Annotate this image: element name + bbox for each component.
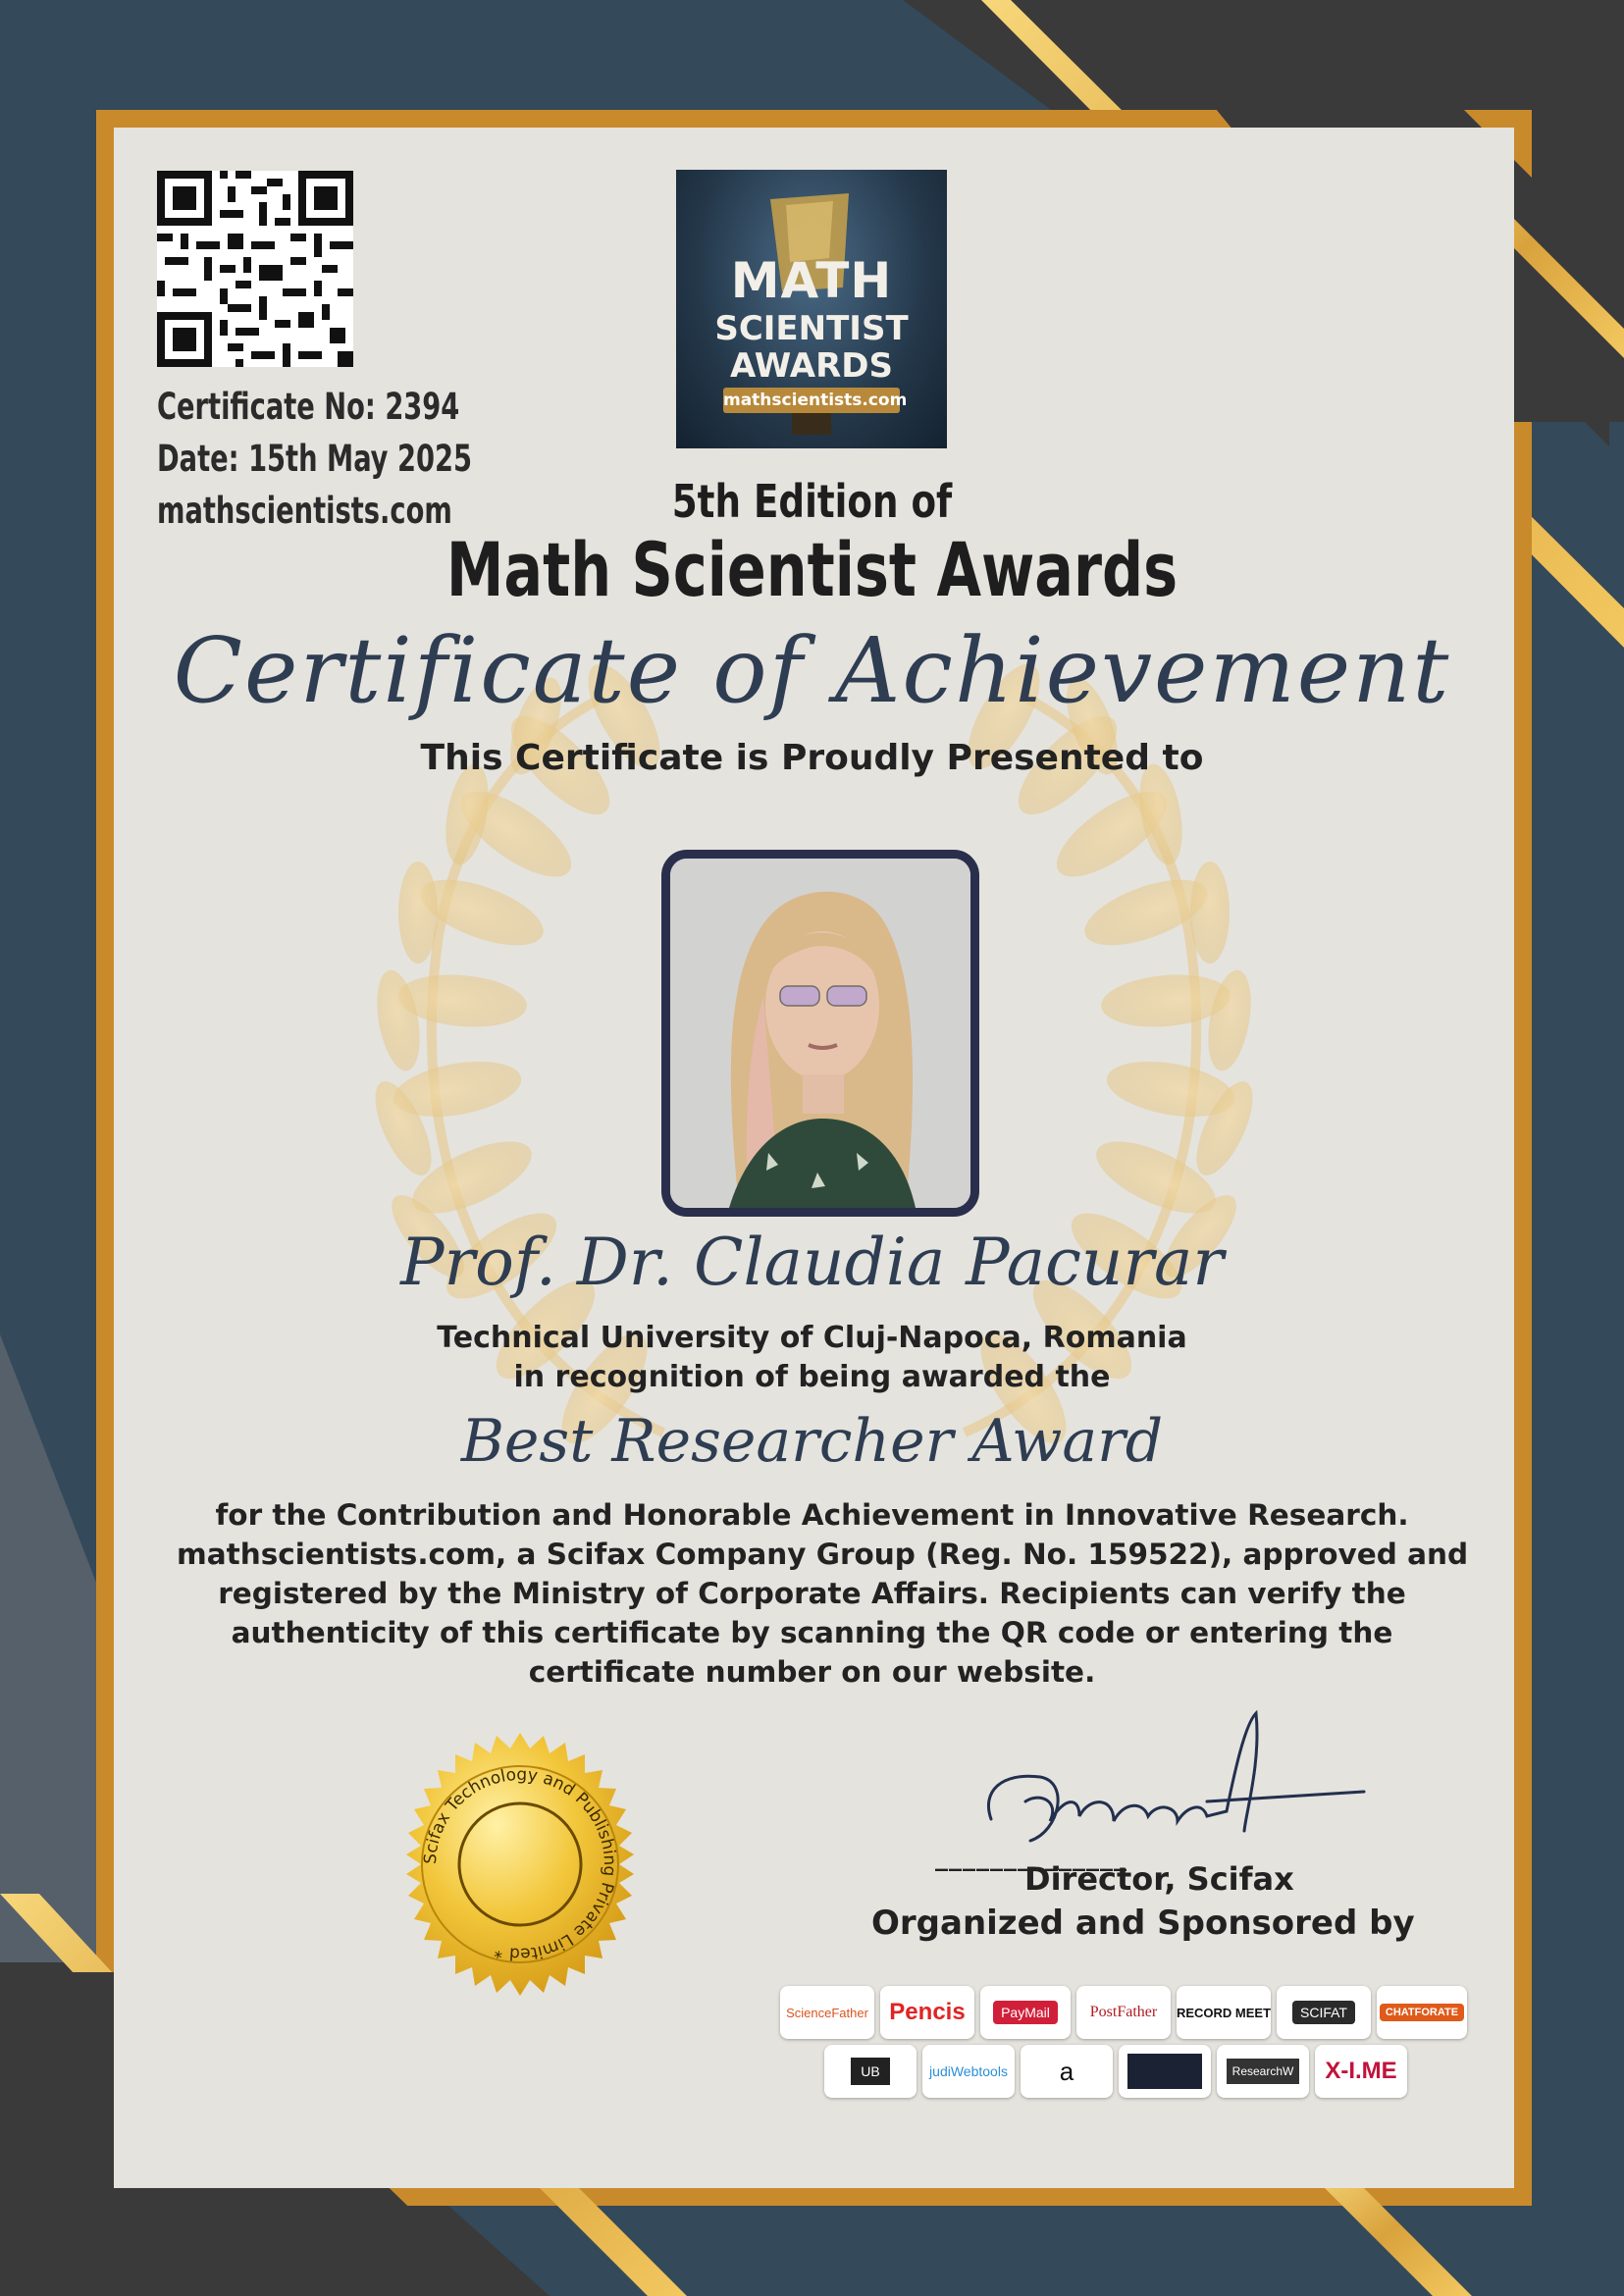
portrait-image [670, 859, 970, 1208]
award-name: Best Researcher Award [460, 1407, 1164, 1476]
signature-line: ______________ [935, 1843, 1127, 1872]
sponsor-logo: X-I.ME [1315, 2045, 1407, 2098]
sponsor-logo: ScienceFather [780, 1986, 874, 2039]
sponsor-logo: PostFather [1076, 1986, 1171, 2039]
certificate-number: Certificate No: 2394 [157, 386, 460, 428]
event-title: Math Scientist Awards [445, 526, 1179, 613]
body-line: authenticity of this certificate by scanning the QR code or entering the [231, 1616, 1393, 1649]
certificate-date: Date: 15th May 2025 [157, 438, 472, 480]
logo-line-1: MATH [730, 252, 893, 309]
recipient-affiliation: Technical University of Cluj-Napoca, Romania [437, 1321, 1187, 1355]
qr-code[interactable] [157, 171, 353, 367]
logo-url: mathscientists.com [723, 388, 900, 413]
sponsor-logo: PayMail [980, 1986, 1071, 2039]
sponsor-logo [1119, 2045, 1211, 2098]
seal-text: Scifax Technology and Publishing Private Limited * [420, 1764, 620, 1964]
sponsor-logo: Pencis [880, 1986, 974, 2039]
website-link[interactable]: mathscientists.com [157, 490, 452, 532]
sponsor-logos-row-1 [780, 1986, 1467, 2039]
body-line: mathscientists.com, a Scifax Company Group (Reg. No. 159522), approved and [177, 1538, 1469, 1571]
sponsor-logo: RECORD MEET [1177, 1986, 1271, 2039]
recognition-text: in recognition of being awarded the [513, 1360, 1111, 1394]
math-scientist-awards-logo [676, 170, 947, 448]
certificate-body [177, 1495, 1469, 1692]
logo-line-2: SCIENTIST [714, 309, 909, 348]
body-line: for the Contribution and Honorable Achievement in Innovative Research. [215, 1498, 1409, 1532]
presented-to-label: This Certificate is Proudly Presented to [420, 738, 1204, 778]
sponsor-logo: SCIFAT [1277, 1986, 1371, 2039]
certificate-title: Certificate of Achievement [173, 618, 1451, 723]
sponsor-logo: ResearchW [1217, 2045, 1309, 2098]
body-line: registered by the Ministry of Corporate Affairs. Recipients can verify the [218, 1577, 1406, 1610]
recipient-photo [661, 850, 979, 1217]
logo-line-3: AWARDS [730, 346, 893, 386]
sponsor-logo: judiWebtools [922, 2045, 1015, 2098]
sponsor-logo: a [1021, 2045, 1113, 2098]
edition-label: 5th Edition of [671, 475, 953, 528]
recipient-name: Prof. Dr. Claudia Pacurar [400, 1225, 1224, 1300]
body-line: certificate number on our website. [528, 1655, 1096, 1689]
organized-by-label: Organized and Sponsored by [871, 1904, 1415, 1943]
sponsor-logo: CHATFORATE [1377, 1986, 1467, 2039]
gold-seal [387, 1731, 654, 1998]
director-title: Director, Scifax [1024, 1860, 1294, 1898]
sponsor-logos-row-2 [824, 2045, 1407, 2098]
sponsor-logo: UB [824, 2045, 917, 2098]
